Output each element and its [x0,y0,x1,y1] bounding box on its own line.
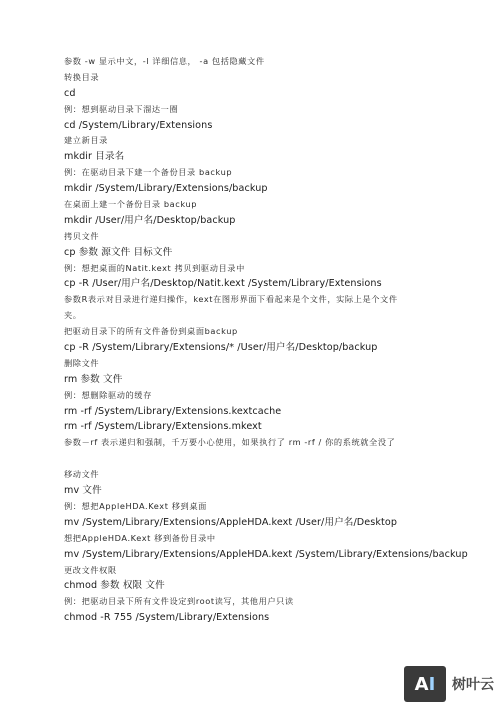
text-line: 例：想把桌面的Natit.kext 拷贝到驱动目录中 [64,262,245,273]
watermark-logo: A I [404,666,446,702]
text-line: mkdir /User/用户名/Desktop/backup [64,214,236,226]
text-line: 移动文件 [64,469,100,480]
text-line: 转换目录 [64,71,100,82]
text-line: 在桌面上建一个备份目录 backup [64,199,198,210]
text-line: mv 文件 [64,485,102,497]
text-line: 建立新目录 [64,135,108,146]
text-line [64,451,484,467]
text-line: 例：想把AppleHDA.Kext 移到桌面 [64,500,207,511]
text-line: 参数R表示对目录进行递归操作，kext在图形界面下看起来是个文件，实际上是个文件 [64,294,398,305]
text-line: mv /System/Library/Extensions/AppleHDA.kext /User/用户名/Desktop [64,516,398,528]
text-line: cd [64,87,76,99]
text-line: 夹。 [64,310,82,321]
text-line: mkdir /System/Library/Extensions/backup [64,183,268,195]
text-line: cp 参数 源文件 目标文件 [64,246,173,258]
text-line: mkdir 目录名 [64,151,125,163]
text-line: 参数－rf 表示递归和强制，千万要小心使用，如果执行了 rm -rf / 你的系统就全没了 [64,437,396,448]
text-line: cd /System/Library/Extensions [64,119,213,131]
text-line: cp -R /User/用户名/Desktop/Natit.kext /System/Library/Extensions [64,278,382,290]
text-line: 参数 -w 显示中文，-l 详细信息， -a 包括隐藏文件 [64,56,265,66]
text-line: 把驱动目录下的所有文件备份到桌面backup [64,326,238,337]
text-line: 拷贝文件 [64,230,100,241]
watermark-brand: 树叶云 [452,677,494,693]
text-line: chmod -R 755 /System/Library/Extensions [64,612,270,624]
text-line: cp -R /System/Library/Extensions/* /User/用户名/Desktop/backup [64,342,378,354]
text-line: 例：把驱动目录下所有文件设定到root读写，其他用户只读 [64,596,294,607]
text-line: rm 参数 文件 [64,373,123,385]
watermark [404,666,494,702]
text-line: 例：想到驱动目录下溜达一圈 [64,103,179,114]
text-line: 想把AppleHDA.Kext 移到备份目录中 [64,532,216,543]
text-line: 删除文件 [64,357,100,368]
text-line: rm -rf /System/Library/Extensions.kextcache [64,405,282,417]
text-line: chmod 参数 权限 文件 [64,580,165,592]
document-body [64,54,484,626]
text-line: 例：在驱动目录下建一个备份目录 backup [64,167,233,178]
text-line: mv /System/Library/Extensions/AppleHDA.kext /System/Library/Extensions/backup [64,548,468,560]
text-line: rm -rf /System/Library/Extensions.mkext [64,421,262,433]
text-line: 更改文件权限 [64,564,117,575]
text-line: 例：想删除驱动的缓存 [64,389,152,400]
